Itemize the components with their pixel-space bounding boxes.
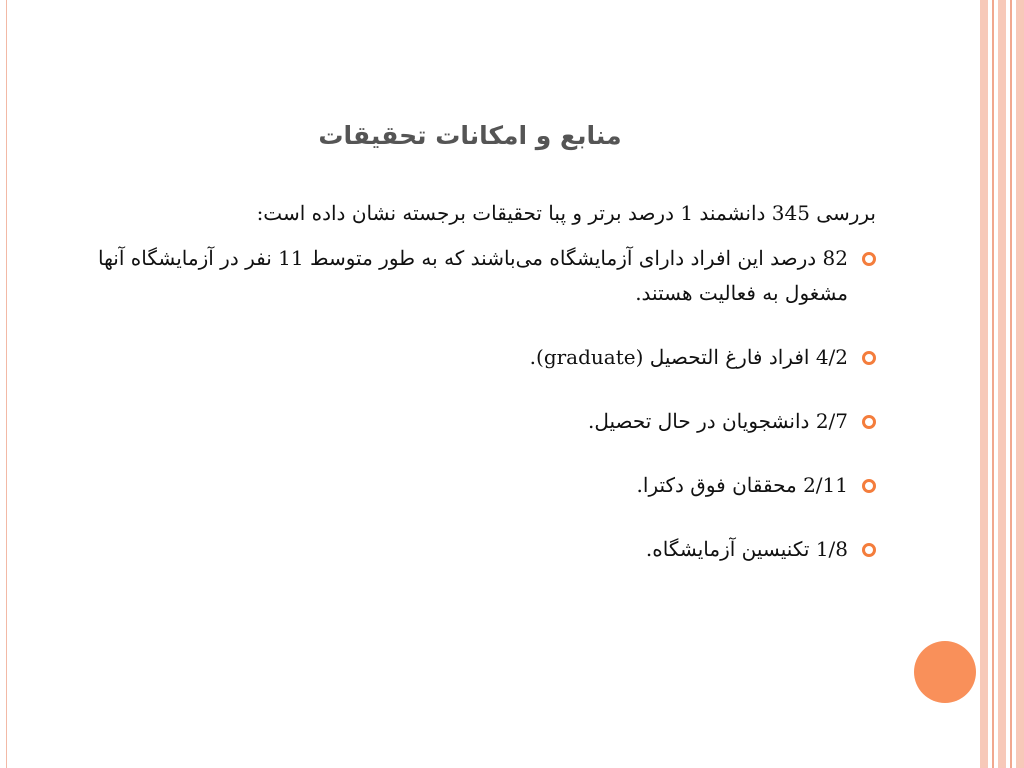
ring-bullet-icon: [862, 252, 876, 266]
slide-left-border: [0, 0, 7, 768]
bullet-text: 1/8 تکنیسین آزمایشگاه.: [645, 537, 848, 561]
bullet-list: [40, 241, 876, 567]
ring-bullet-icon: [862, 351, 876, 365]
bullet-text: 2/11 محققان فوق دکترا.: [636, 473, 848, 497]
bullet-text: 82 درصد این افراد دارای آزمایشگاه می‌باشند که به طور متوسط 11 نفر در آزمایشگاه آنها مشغول به فعالیت هستند.: [97, 246, 848, 305]
frame-line: [1010, 0, 1012, 768]
bullet-item: [40, 340, 876, 375]
frame-line: [992, 0, 994, 768]
ring-bullet-icon: [862, 479, 876, 493]
bullet-item: [40, 404, 876, 439]
bullet-text: 2/7 دانشجویان در حال تحصیل.: [588, 409, 848, 433]
ring-bullet-icon: [862, 415, 876, 429]
slide-content: [40, 196, 876, 596]
frame-stripe: [1016, 0, 1024, 768]
bullet-item: [40, 241, 876, 311]
ring-bullet-icon: [862, 543, 876, 557]
bullet-item: [40, 468, 876, 503]
intro-text: بررسی 345 دانشمند 1 درصد برتر و پبا تحقیقات برجسته نشان داده است:: [256, 201, 876, 225]
bullet-text: 4/2 افراد فارغ التحصیل (graduate).: [529, 345, 848, 369]
slide-title: منابع و امکانات تحقیقات: [318, 120, 622, 150]
bullet-item: [40, 532, 876, 567]
frame-stripe: [980, 0, 988, 768]
frame-stripe: [998, 0, 1006, 768]
decorative-circle-icon: [914, 641, 976, 703]
slide-right-frame: [976, 0, 1024, 768]
